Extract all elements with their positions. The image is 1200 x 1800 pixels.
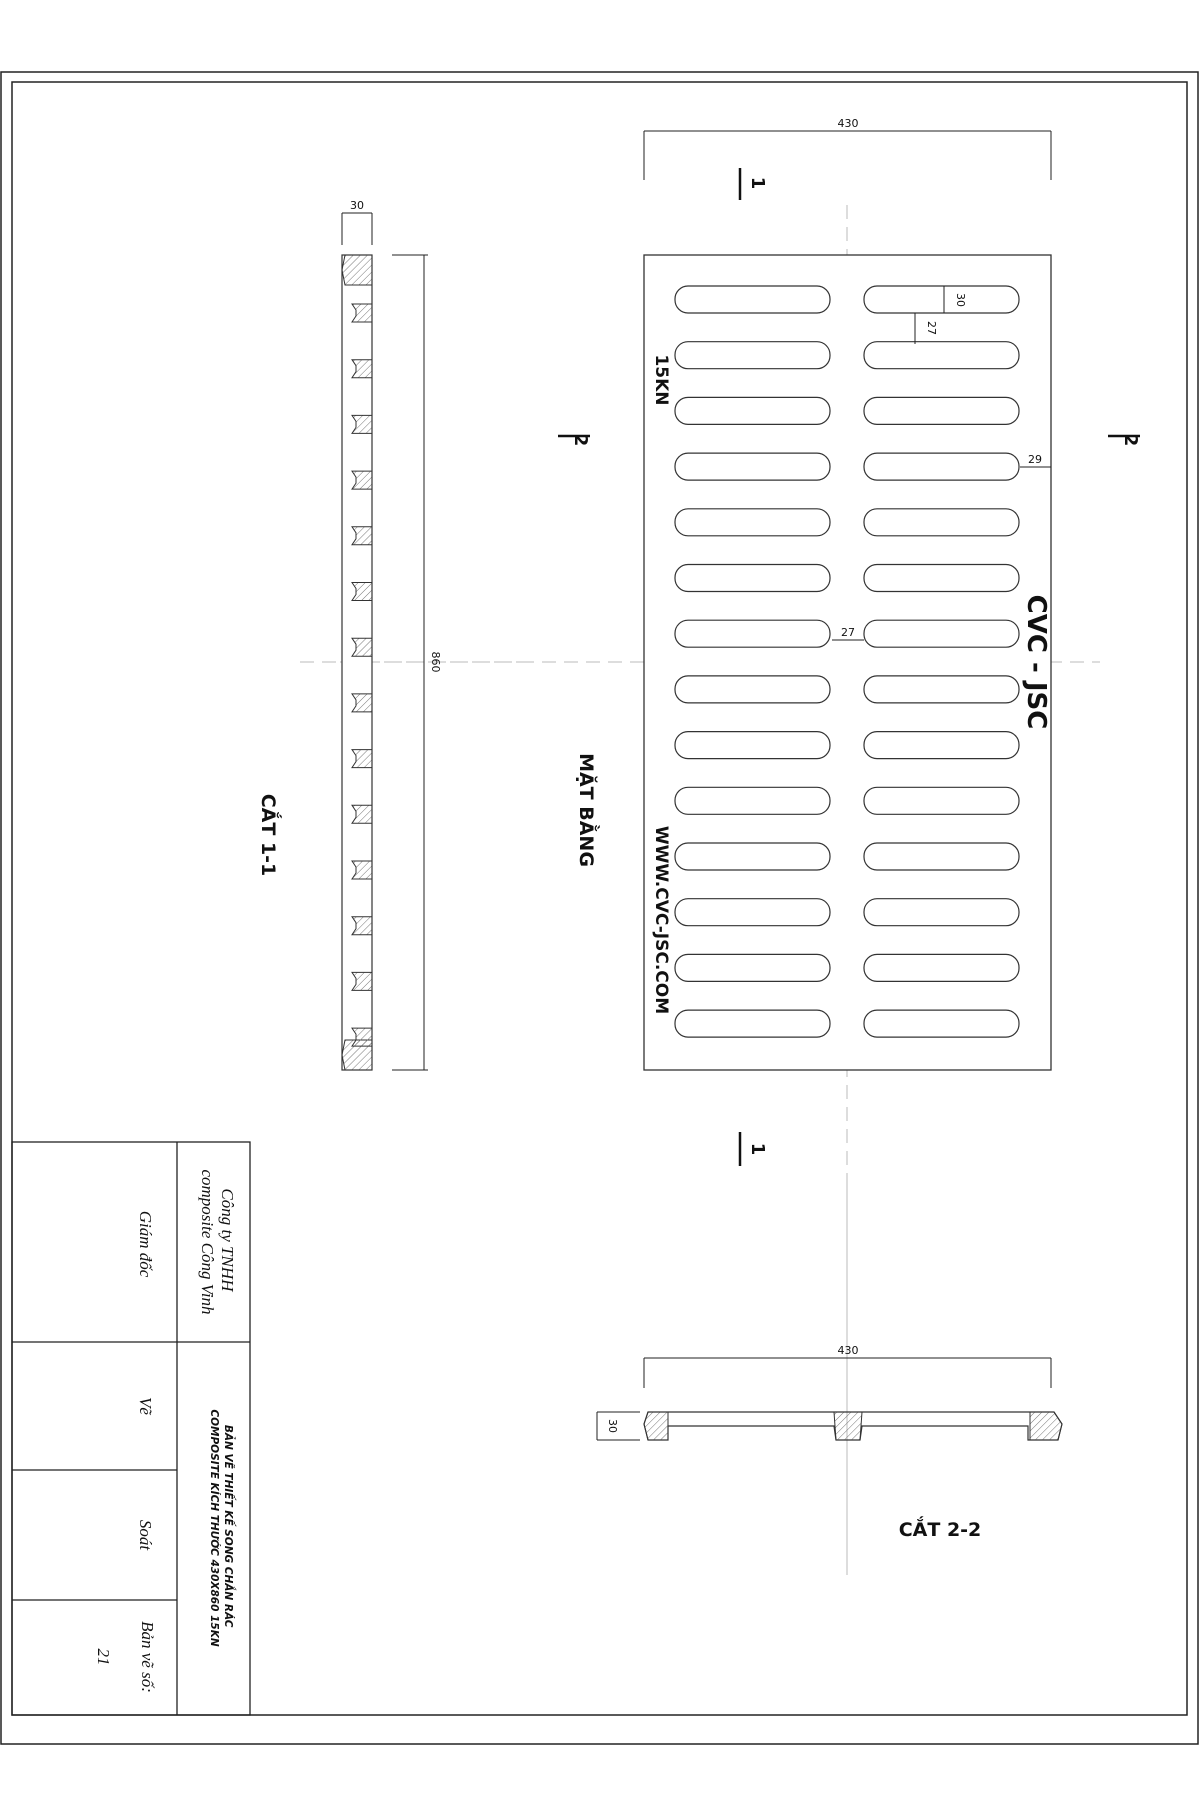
section-2-title: CẮT 2-2 (898, 1519, 982, 1541)
grating-slot (675, 954, 830, 981)
grating-slot (675, 676, 830, 703)
brand-label: CVC - JSC (1021, 594, 1051, 730)
grating-slot (864, 620, 1019, 647)
grating-slot (675, 453, 830, 480)
grating-slot (864, 843, 1019, 870)
section-1-end-cap (342, 255, 372, 285)
director-label: Giám đốc (136, 1210, 155, 1278)
section-mark-1-bottom: 1 (747, 1142, 768, 1156)
grating-slot (675, 620, 830, 647)
plan-width-dim: 430 (837, 117, 859, 130)
company-name: Công ty TNHH composite Công Vinh (198, 1169, 237, 1315)
grating-slot (675, 509, 830, 536)
grating-slot (675, 899, 830, 926)
plan-view (300, 117, 1141, 1575)
section-2-2-view (597, 1185, 1062, 1575)
grating-slot (675, 286, 830, 313)
grating-slot (675, 1010, 830, 1037)
sheet-no: 21 (94, 1648, 113, 1666)
edge-gap-dim: 29 (1028, 453, 1042, 466)
slot-width-dim: 30 (954, 293, 967, 307)
grating-slot (864, 509, 1019, 536)
load-label: 15KN (651, 354, 671, 406)
grating-slot (864, 787, 1019, 814)
sheet-no-label: Bản vẽ số: (138, 1621, 157, 1693)
section-mark-2-left: 2 (570, 433, 591, 447)
grating-slot (864, 286, 1019, 313)
section-1-title: CẮT 1-1 (257, 793, 279, 877)
section-mark-2-right: 2 (1120, 433, 1141, 447)
section-2-width-dim: 430 (837, 1344, 859, 1357)
drawn-label: Vẽ (136, 1397, 155, 1415)
grating-slot (864, 899, 1019, 926)
grating-slot (864, 565, 1019, 592)
section-1-length-dim: 860 (429, 651, 442, 673)
grating-slot (864, 1010, 1019, 1037)
section-2-thickness-dim: 30 (606, 1419, 619, 1433)
grating-slot (864, 397, 1019, 424)
grating-slot (675, 565, 830, 592)
grating-slot (864, 676, 1019, 703)
section-1-thickness-dim: 30 (350, 199, 364, 212)
grating-slot (864, 954, 1019, 981)
drawing-title: BẢN VẼ THIẾT KẾ SONG CHẮN RÁC COMPOSITE KÍCH THƯỚC 430X860 15KN (208, 1409, 234, 1647)
grating-slot (864, 732, 1019, 759)
title-block (12, 1142, 250, 1715)
grating-slot (675, 843, 830, 870)
grating-slot (675, 787, 830, 814)
grating-slot (675, 397, 830, 424)
section-1-1-view (257, 199, 520, 1070)
mid-gap-dim: 27 (841, 626, 855, 639)
grating-slot (675, 732, 830, 759)
grating-outline (644, 255, 1051, 1070)
grating-slot (864, 342, 1019, 369)
plan-title: MẶT BẰNG (575, 753, 597, 867)
website-label: WWW.CVC-JSC.COM (651, 825, 671, 1015)
grating-slot (675, 342, 830, 369)
section-mark-1-top: 1 (747, 176, 768, 190)
grating-slot (864, 453, 1019, 480)
checked-label: Soát (136, 1519, 155, 1551)
slot-gap-dim: 27 (925, 321, 938, 335)
